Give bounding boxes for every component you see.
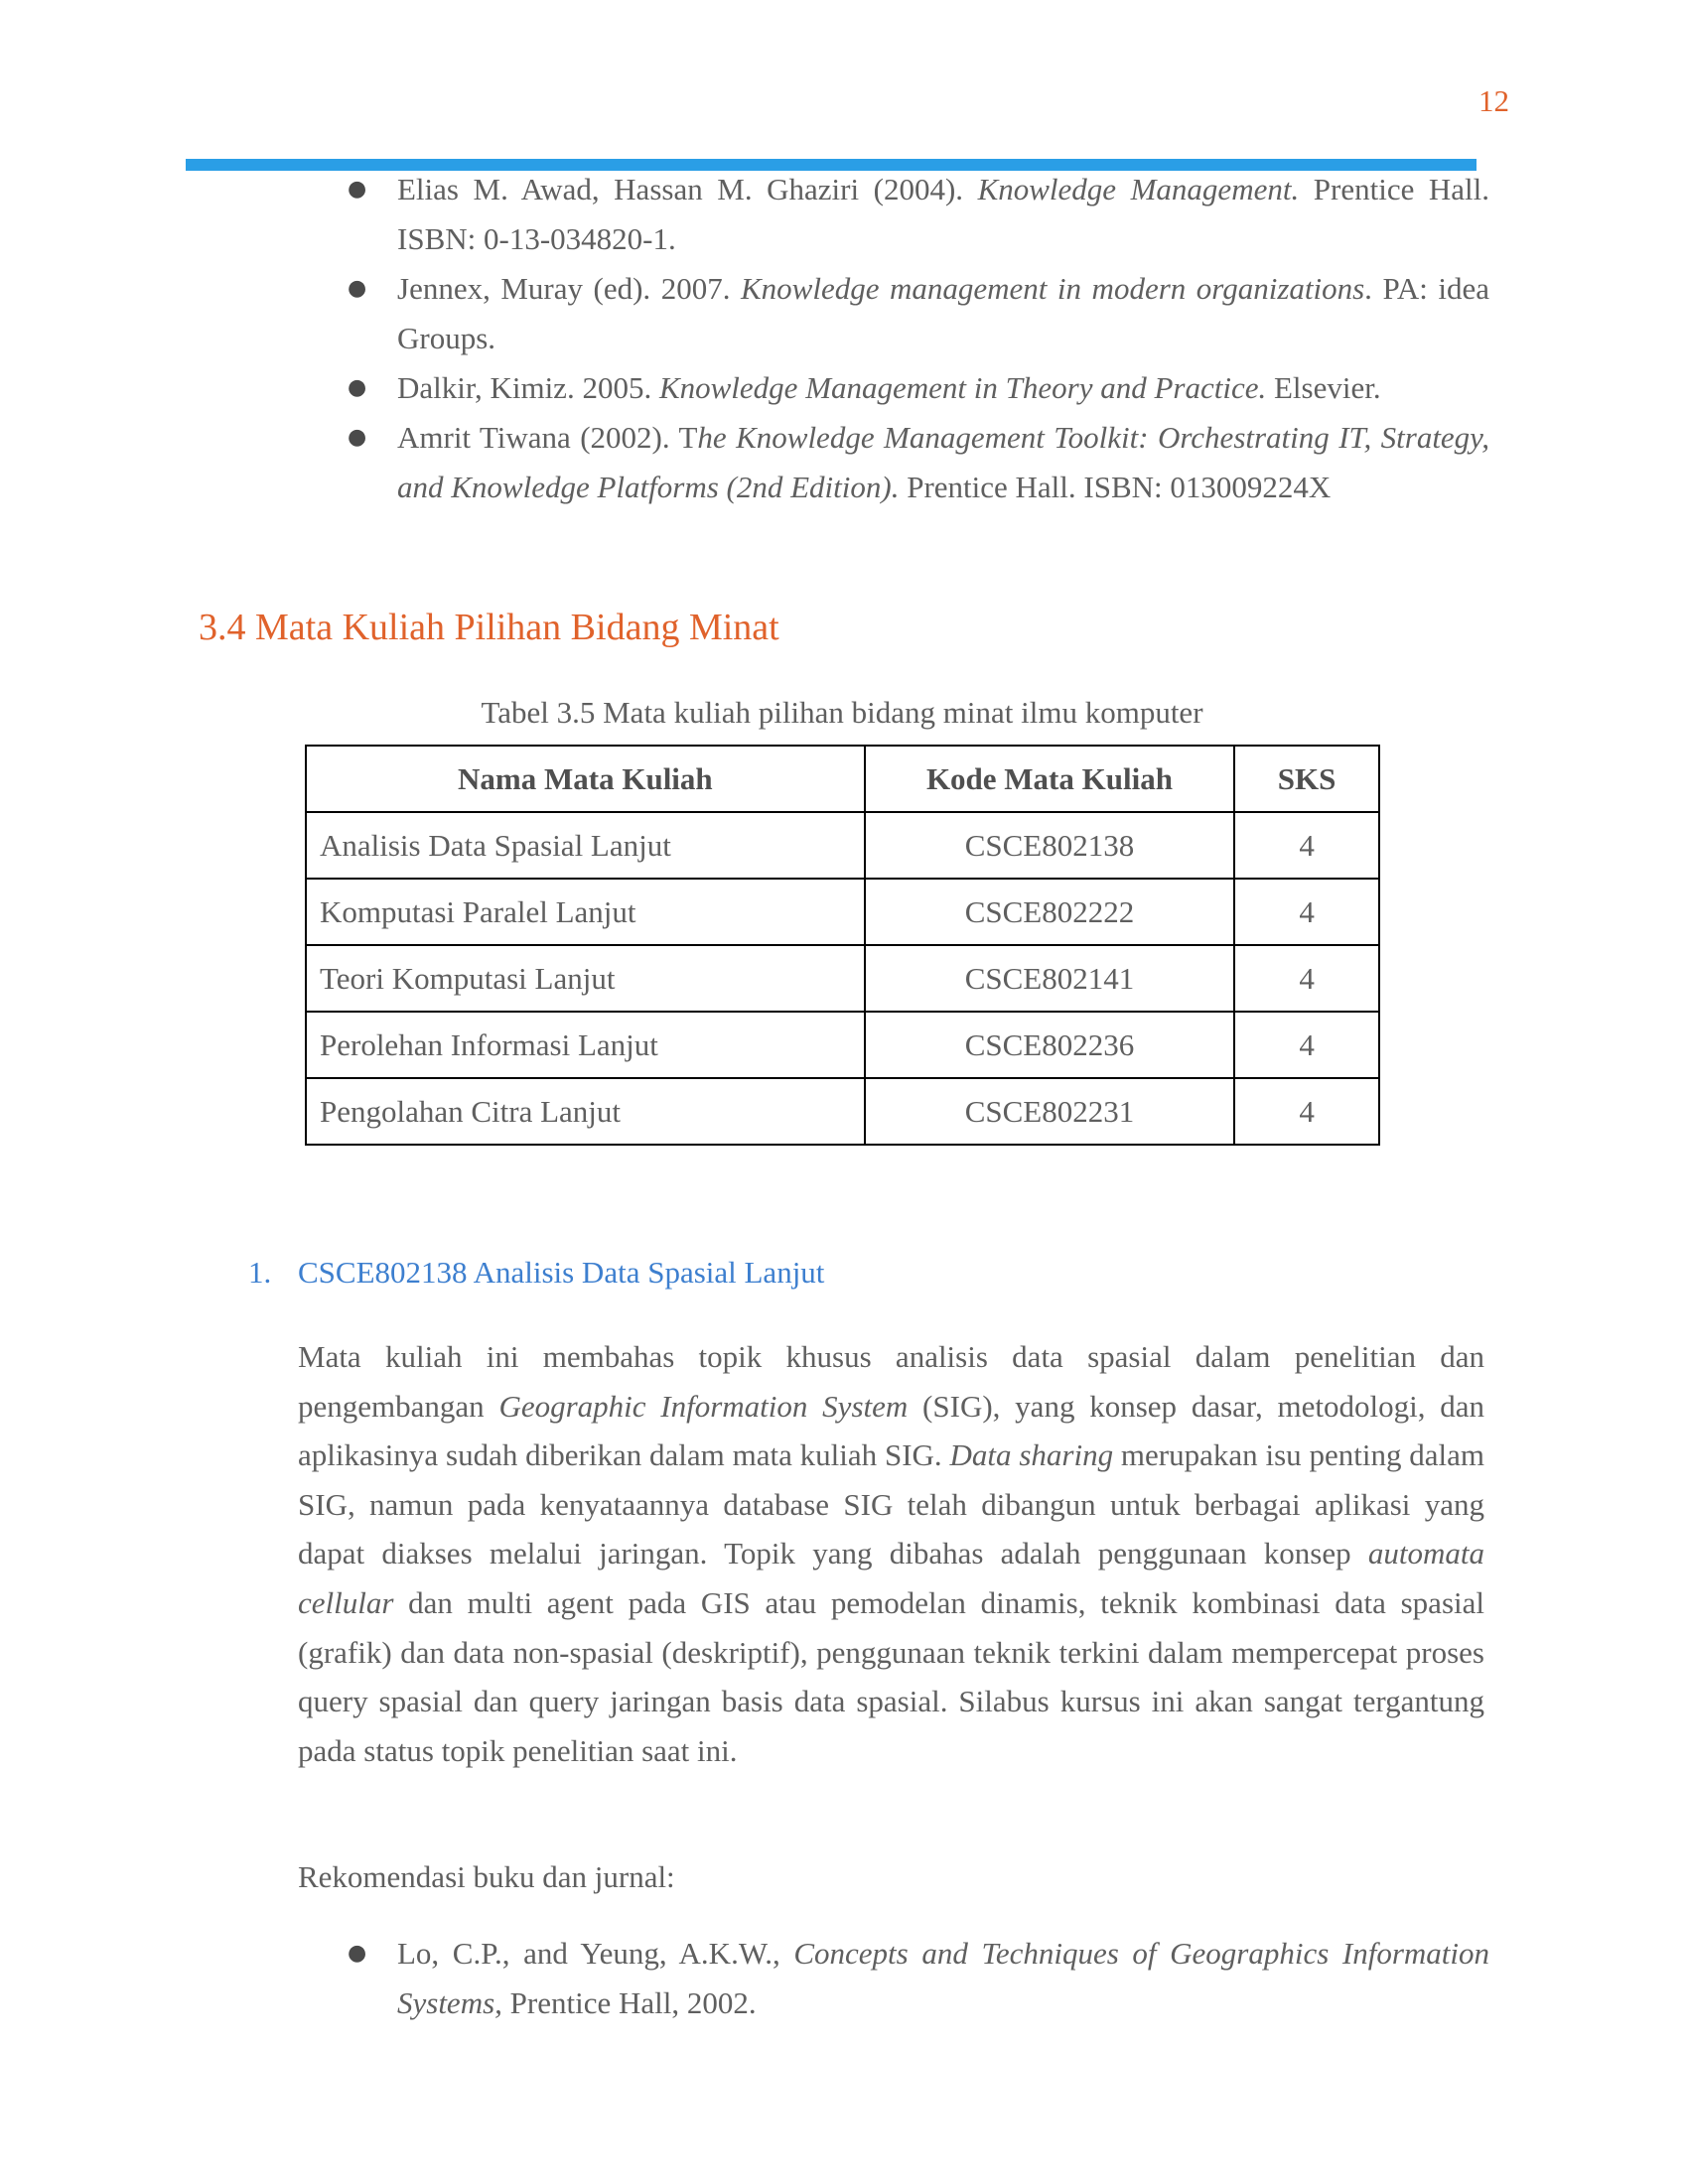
table-caption: Tabel 3.5 Mata kuliah pilihan bidang minat ilmu komputer bbox=[481, 695, 1203, 730]
reference-title: Knowledge Management in Theory and Practice. bbox=[658, 370, 1267, 405]
sks-cell: 4 bbox=[1234, 879, 1379, 945]
reference-title: Concepts and Techniques of Geographics Information Systems, bbox=[397, 1936, 1489, 2020]
reference-item bbox=[338, 413, 1489, 512]
sks-cell: 4 bbox=[1234, 1012, 1379, 1078]
course-description bbox=[298, 1332, 1484, 1775]
reference-item bbox=[338, 363, 1489, 413]
table-row bbox=[306, 1078, 1379, 1145]
course-title: CSCE802138 Analisis Data Spasial Lanjut bbox=[298, 1255, 825, 1290]
course-number: 1. bbox=[248, 1255, 272, 1290]
reference-text: Prentice Hall. ISBN: 013009224X bbox=[899, 470, 1332, 504]
description-text: merupakan isu penting dalam SIG, namun pada kenyataannya database SIG telah dibangun untuk berbagai aplikasi yang dapat diakses melalui jaringan. Topik yang dibahas adalah penggunaan konsep bbox=[298, 1437, 1485, 1571]
table-header-row bbox=[306, 746, 1379, 812]
reference-title: Knowledge management in modern organizations bbox=[740, 271, 1365, 306]
page-number: 12 bbox=[1478, 83, 1509, 118]
reference-text: Dalkir, Kimiz. 2005. bbox=[397, 370, 659, 405]
course-code-cell: CSCE802236 bbox=[865, 1012, 1234, 1078]
sks-cell: 4 bbox=[1234, 945, 1379, 1012]
course-name-cell: Pengolahan Citra Lanjut bbox=[306, 1078, 865, 1145]
reference-text: Amrit Tiwana (2002). T bbox=[397, 420, 698, 455]
reference-item bbox=[338, 264, 1489, 363]
table-row bbox=[306, 879, 1379, 945]
description-term: automata cellular bbox=[298, 1536, 1484, 1620]
reference-text: Prentice Hall, 2002. bbox=[501, 1985, 757, 2020]
course-name-cell: Analisis Data Spasial Lanjut bbox=[306, 812, 865, 879]
section-heading: 3.4 Mata Kuliah Pilihan Bidang Minat bbox=[199, 607, 779, 648]
description-text: Mata kuliah ini membahas topik khusus analisis data spasial dalam penelitian dan pengembangan bbox=[298, 1339, 1484, 1424]
course-code-cell: CSCE802222 bbox=[865, 879, 1234, 945]
table-row bbox=[306, 945, 1379, 1012]
description-term: Data sharing bbox=[949, 1437, 1114, 1473]
course-code-cell: CSCE802138 bbox=[865, 812, 1234, 879]
reference-text: Elsevier. bbox=[1266, 370, 1381, 405]
header-course-code: Kode Mata Kuliah bbox=[865, 746, 1234, 812]
description-term: Geographic Information System bbox=[498, 1388, 909, 1424]
recommendation-label: Rekomendasi buku dan jurnal: bbox=[298, 1859, 675, 1894]
reference-text: . PA: idea Groups. bbox=[397, 271, 1489, 355]
course-heading bbox=[248, 1255, 824, 1291]
reference-text: Elias M. Awad, Hassan M. Ghaziri (2004). bbox=[397, 172, 978, 206]
header-sks: SKS bbox=[1234, 746, 1379, 812]
table-row bbox=[306, 1012, 1379, 1078]
reference-text: Jennex, Muray (ed). 2007. bbox=[397, 271, 741, 306]
course-code-cell: CSCE802231 bbox=[865, 1078, 1234, 1145]
description-text: dan multi agent pada GIS atau pemodelan dinamis, teknik kombinasi data spasial (grafik) dan data non-spasial (deskriptif), penggunaan teknik terkini dalam mempercepat proses query spasial dan query jaringan basis data spasial. Silabus kursus ini akan sangat tergantung pada status topik penelitian saat ini. bbox=[298, 1584, 1484, 1768]
reference-text: Prentice Hall. ISBN: 0-13-034820-1. bbox=[397, 172, 1490, 256]
reference-list-course bbox=[338, 1929, 1489, 2028]
course-name-cell: Komputasi Paralel Lanjut bbox=[306, 879, 865, 945]
reference-item bbox=[338, 165, 1489, 264]
sks-cell: 4 bbox=[1234, 1078, 1379, 1145]
reference-title: he Knowledge Management Toolkit: Orchestrating IT, Strategy, and Knowledge Platforms (2nd Edition). bbox=[397, 420, 1489, 504]
reference-title: Knowledge Management. bbox=[977, 172, 1300, 206]
course-name-cell: Perolehan Informasi Lanjut bbox=[306, 1012, 865, 1078]
header-course-name: Nama Mata Kuliah bbox=[306, 746, 865, 812]
table-row bbox=[306, 812, 1379, 879]
sks-cell: 4 bbox=[1234, 812, 1379, 879]
course-name-cell: Teori Komputasi Lanjut bbox=[306, 945, 865, 1012]
reference-item bbox=[338, 1929, 1489, 2028]
course-table bbox=[305, 745, 1380, 1146]
description-text: (SIG), yang konsep dasar, metodologi, dan aplikasinya sudah diberikan dalam mata kuliah SIG. bbox=[298, 1388, 1485, 1473]
course-code-cell: CSCE802141 bbox=[865, 945, 1234, 1012]
reference-text: Lo, C.P., and Yeung, A.K.W., bbox=[397, 1936, 794, 1971]
reference-list-top bbox=[338, 165, 1489, 512]
